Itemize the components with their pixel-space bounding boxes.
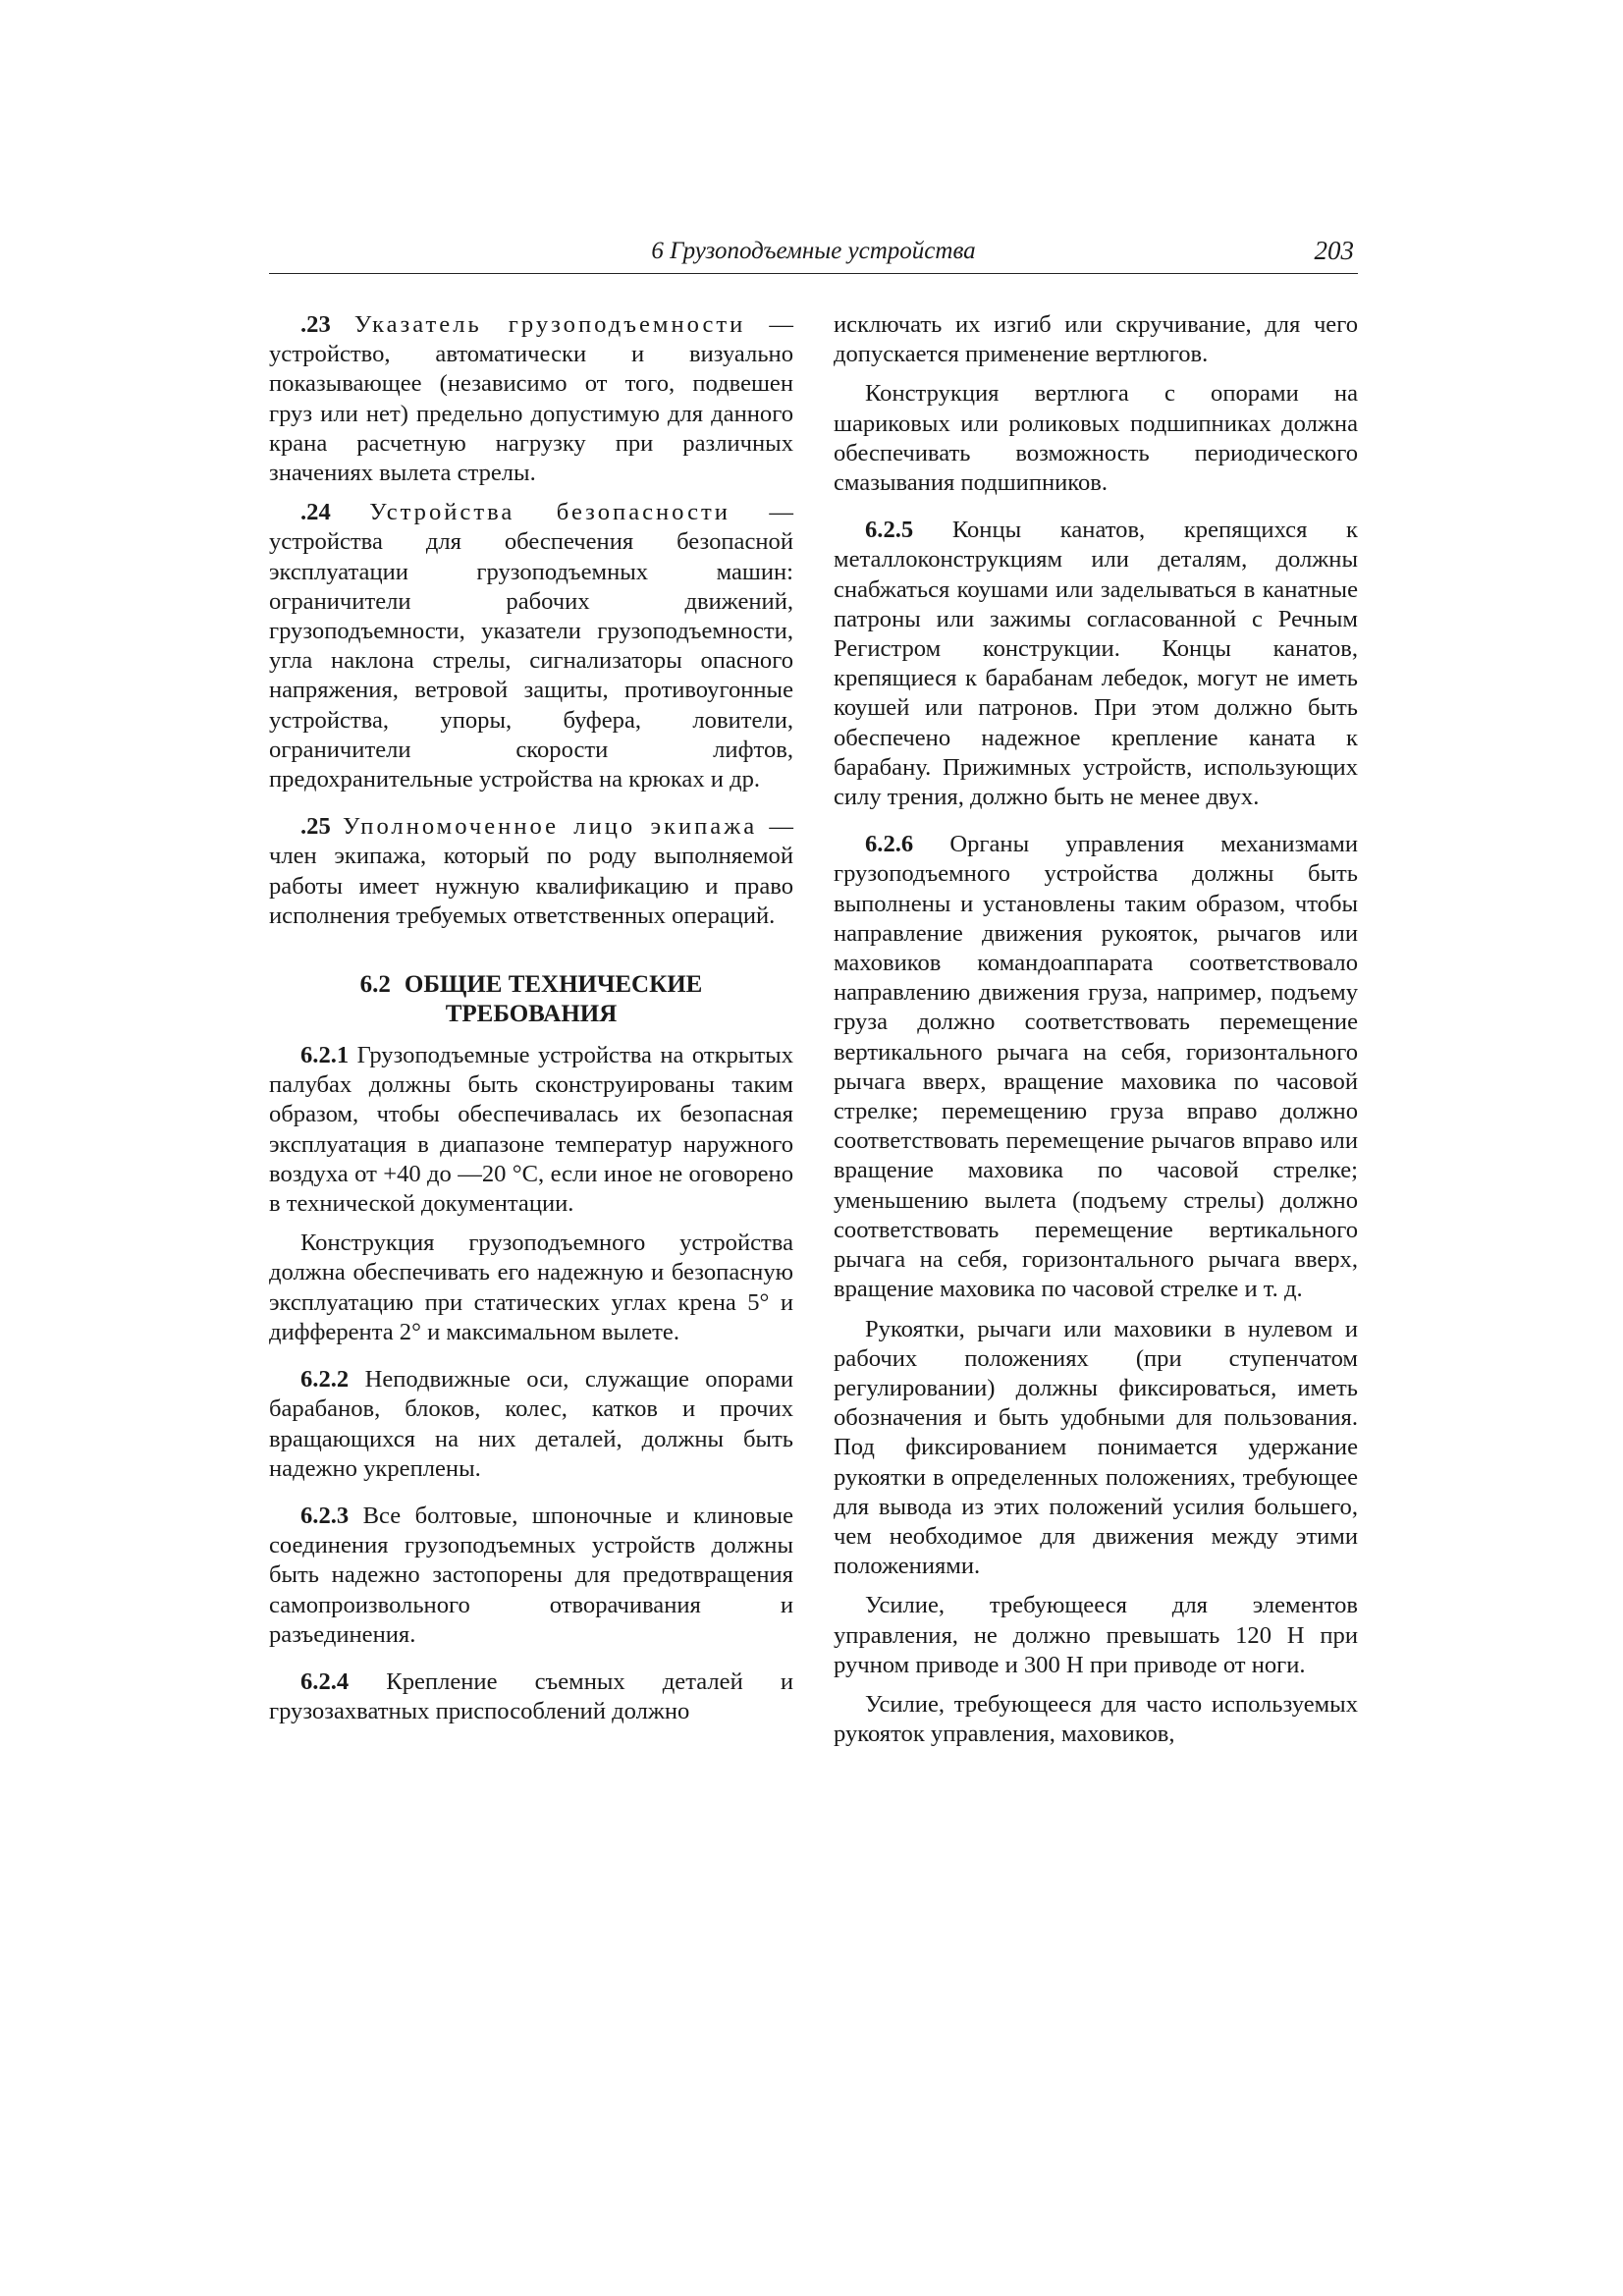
clause-6-2-4-paragraph: Конструкция вертлюга с опорами на шариковых или роликовых подшипниках должна обеспечивать возможность периодического смазывания подшипников. — [834, 380, 1358, 497]
section-title-line1: ОБЩИЕ ТЕХНИЧЕСКИЕ — [404, 971, 703, 999]
clause-6-2-6-paragraph-4: Усилие, требующееся для часто используемых рукояток управления, маховиков, — [834, 1690, 1358, 1748]
clause-6-2-1 — [269, 1041, 793, 1219]
definition-term: Указатель грузоподъемности — [353, 311, 746, 338]
definition-term: Устройства безопасности — [369, 499, 730, 526]
running-header — [269, 236, 1358, 274]
clause-6-2-2 — [269, 1365, 793, 1484]
section-number: 6.2 — [359, 971, 391, 999]
clause-6-2-1-paragraph: Конструкция грузоподъемного устройства должна обеспечивать его надежную и безопасную эксплуатацию при статических углах крена 5° и дифферента 2° и максимальном вылете. — [269, 1230, 793, 1345]
right-column — [834, 310, 1358, 1749]
clause-body: Все болтовые, шпоночные и клиновые соединения грузоподъемных устройств должны быть надежно застопорены для предотвращения самопроизвольного отворачивания и разъединения. — [269, 1502, 793, 1648]
clause-body: Крепление съемных деталей и грузозахватных приспособлений должно — [269, 1667, 793, 1725]
clause-6-2-4-continuation: исключать их изгиб или скручивание, для чего допускается применение вертлюгов. — [834, 311, 1358, 368]
definition-25 — [269, 812, 793, 931]
clause-number: 6.2.3 — [300, 1502, 350, 1529]
definition-number: .24 — [300, 499, 331, 526]
clause-6-2-5 — [834, 516, 1358, 812]
definition-24 — [269, 498, 793, 794]
clause-6-2-3 — [269, 1502, 793, 1650]
clause-body: Концы канатов, крепящихся к металлоконструкциям или деталям, должны снабжаться коушами или заделываться в канатные патроны или зажимы согласованной с Речным Регистром конструкции. Концы канатов, крепящиеся к барабанам лебедок, могут не иметь коушей или патронов. При этом должно быть обеспечено надежное крепление каната к барабану. Прижимных устройств, использующих силу трения, должно быть не менее двух. — [834, 517, 1358, 811]
section-title-line2: ТРЕБОВАНИЯ — [445, 1001, 618, 1028]
clause-6-2-6-paragraph-3: Усилие, требующееся для элементов управления, не должно превышать 120 Н при ручном приводе и 300 Н при приводе от ноги. — [834, 1592, 1358, 1678]
page-number: 203 — [1314, 236, 1354, 265]
definition-23 — [269, 310, 793, 488]
clause-body: Неподвижные оси, служащие опорами барабанов, блоков, колес, катков и прочих вращающихся на них деталей, должны быть надежно укреплены. — [269, 1366, 793, 1482]
definition-body: — член экипажа, который по роду выполняемой работы имеет нужную квалификацию и право исполнения требуемых ответственных операций. — [269, 813, 793, 929]
clause-number: 6.2.6 — [865, 831, 914, 858]
clause-number: 6.2.5 — [865, 517, 914, 544]
clause-6-2-4 — [269, 1667, 793, 1726]
definition-number: .23 — [300, 311, 331, 338]
left-column — [269, 310, 793, 1726]
clause-number: 6.2.2 — [300, 1366, 350, 1394]
clause-body: Органы управления механизмами грузоподъемного устройства должны быть выполнены и установлены таким образом, чтобы направление движения рукояток, рычагов или маховиков командоаппарата соответствовало направлению движения груза, например, подъему груза должно соответствовать перемещение вертикального рычага на себя, горизонтального рычага вверх, вращение маховика по часовой стрелке; перемещению груза вправо должно соответствовать перемещение рычагов вправо или вращение маховика по часовой стрелке; уменьшению вылета (подъему стрелы) должно соответствовать перемещение вертикального рычага на себя, горизонтального рычага вверх, вращение маховика по часовой стрелке и т. д. — [834, 831, 1358, 1303]
clause-6-2-6 — [834, 830, 1358, 1304]
section-heading — [269, 970, 793, 1029]
definition-number: .25 — [300, 813, 331, 841]
clause-number: 6.2.1 — [300, 1042, 350, 1069]
definition-body: — устройство, автоматически и визуально показывающее (независимо от того, подвешен груз или нет) предельно допустимую для данного крана расчетную нагрузку при различных значениях вылета стрелы. — [269, 311, 793, 487]
clause-number: 6.2.4 — [300, 1667, 350, 1695]
clause-6-2-6-paragraph-2: Рукоятки, рычаги или маховики в нулевом и рабочих положениях (при ступенчатом регулировании) должны фиксироваться, иметь обозначения и быть удобными для пользования. Под фиксированием понимается удержание рукоятки в определенных положениях, требующее для вывода из этих положений усилия большего, чем необходимое для движения между этими положениями. — [834, 1315, 1358, 1580]
definition-term: Уполномоченное лицо экипажа — [343, 813, 758, 841]
clause-body: Грузоподъемные устройства на открытых палубах должны быть сконструированы таким образом, чтобы обеспечивалась их безопасная эксплуатация в диапазоне температур наружного воздуха от +40 до —20 °С, если иное не оговорено в технической документации. — [269, 1042, 793, 1218]
running-title: 6 Грузоподъемные устройства — [651, 238, 976, 264]
definition-body: — устройства для обеспечения безопасной эксплуатации грузоподъемных машин: ограничители рабочих движений, грузоподъемности, указатели грузоподъемности, угла наклона стрелы, сигнализаторы опасного напряжения, ветровой защиты, противоугонные устройства, упоры, буфера, ловители, ограничители скорости лифтов, предохранительные устройства на крюках и др. — [269, 499, 793, 793]
